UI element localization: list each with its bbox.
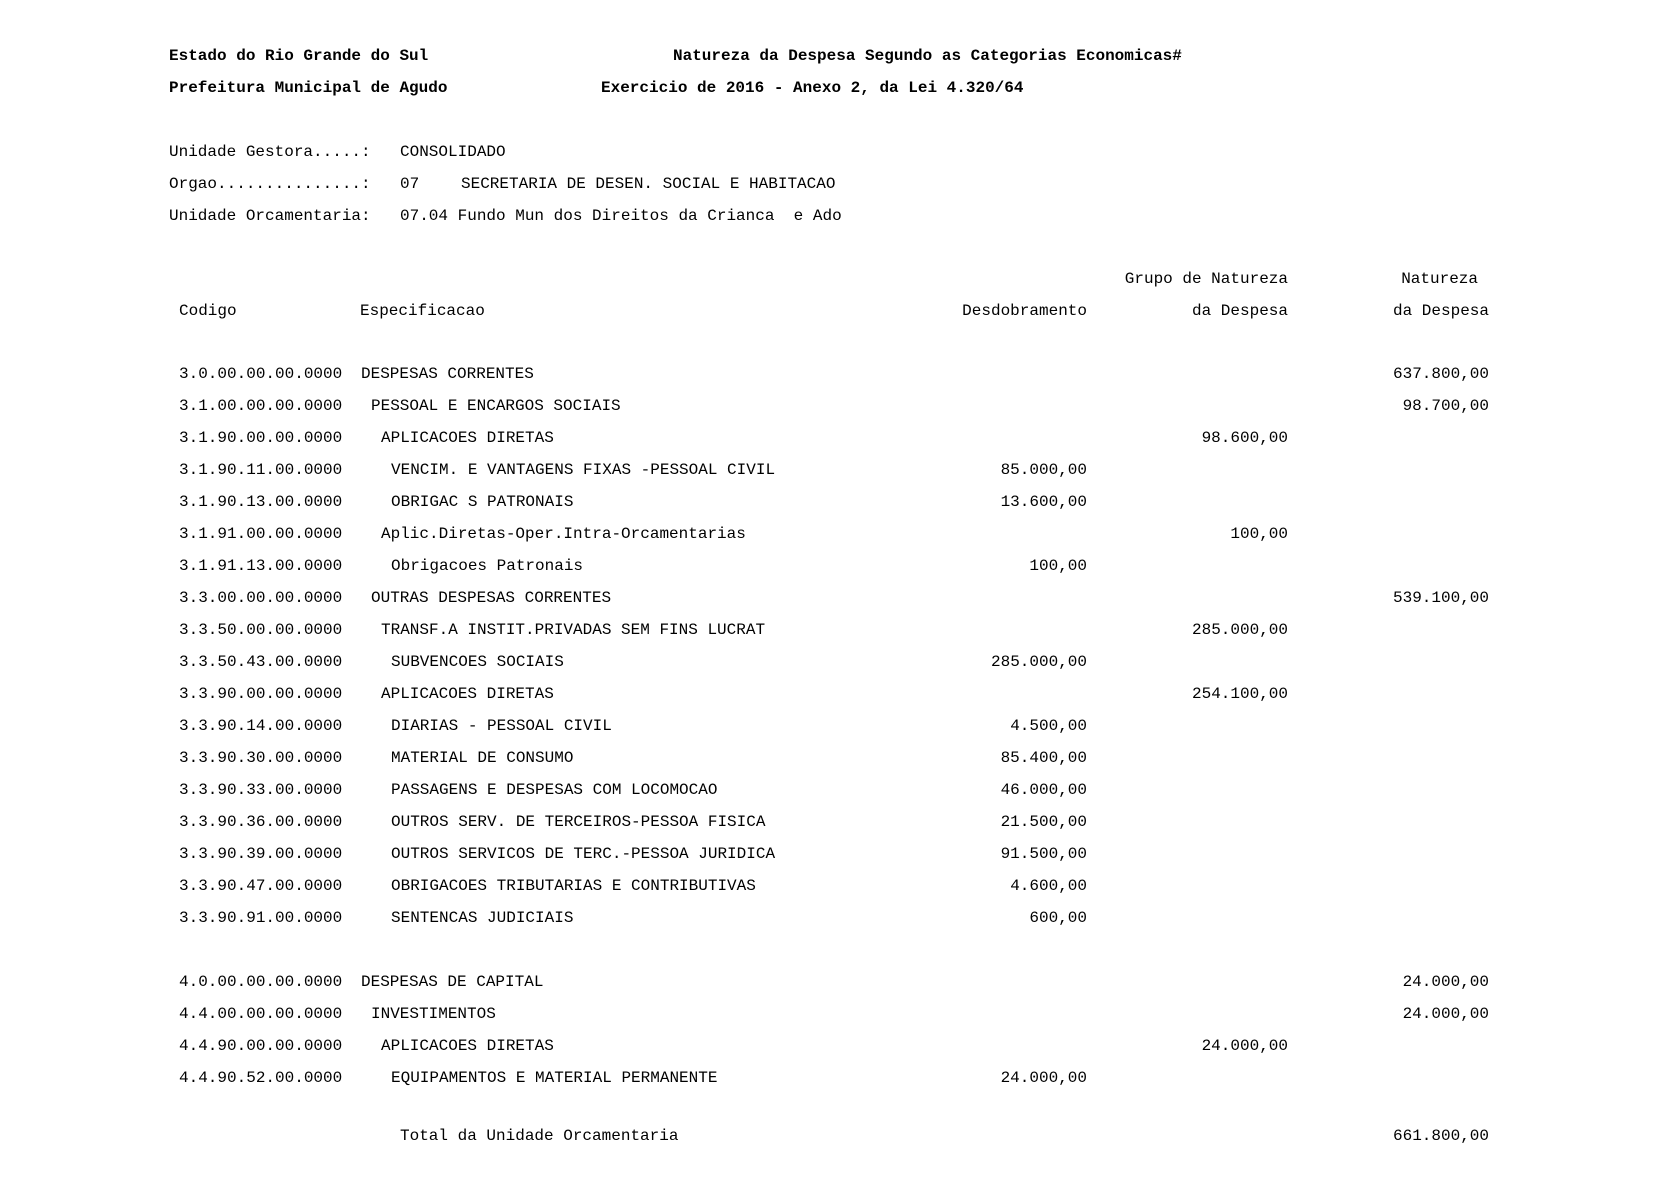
table-row — [0, 908, 1653, 930]
col-natureza-header-1: Natureza — [1401, 270, 1478, 288]
row-specification: OUTROS SERVICOS DE TERC.-PESSOA JURIDICA — [391, 845, 776, 863]
row-specification: TRANSF.A INSTIT.PRIVADAS SEM FINS LUCRAT — [381, 621, 766, 639]
row-code: 3.3.50.00.00.0000 — [179, 621, 343, 639]
row-desdobramento: 100,00 — [1029, 557, 1087, 575]
table-row — [0, 460, 1653, 482]
row-grupo-natureza: 285.000,00 — [1191, 621, 1288, 639]
row-specification: DIARIAS - PESSOAL CIVIL — [391, 717, 612, 735]
row-code: 3.3.90.30.00.0000 — [179, 749, 343, 767]
total-value: 661.800,00 — [1392, 1127, 1489, 1145]
row-specification: APLICACOES DIRETAS — [381, 1037, 554, 1055]
table-row — [0, 844, 1653, 866]
row-code: 3.3.90.00.00.0000 — [179, 685, 343, 703]
table-row — [0, 1068, 1653, 1090]
row-desdobramento: 46.000,00 — [1000, 781, 1087, 799]
row-specification: EQUIPAMENTOS E MATERIAL PERMANENTE — [391, 1069, 718, 1087]
gestora-label: Unidade Gestora.....: — [169, 143, 371, 161]
col-codigo-header: Codigo — [179, 302, 237, 320]
col-especificacao-header: Especificacao — [360, 302, 485, 320]
row-code: 3.3.90.39.00.0000 — [179, 845, 343, 863]
table-row — [0, 716, 1653, 738]
row-code: 4.4.90.52.00.0000 — [179, 1069, 343, 1087]
table-row — [0, 428, 1653, 450]
row-code: 3.3.50.43.00.0000 — [179, 653, 343, 671]
row-desdobramento: 91.500,00 — [1000, 845, 1087, 863]
table-row — [0, 364, 1653, 386]
table-row — [0, 396, 1653, 418]
row-specification: APLICACOES DIRETAS — [381, 685, 554, 703]
row-grupo-natureza: 100,00 — [1230, 525, 1288, 543]
row-desdobramento: 21.500,00 — [1000, 813, 1087, 831]
row-grupo-natureza: 98.600,00 — [1201, 429, 1288, 447]
row-code: 3.3.90.36.00.0000 — [179, 813, 343, 831]
row-code: 3.1.91.00.00.0000 — [179, 525, 343, 543]
orgao-name: SECRETARIA DE DESEN. SOCIAL E HABITACAO — [461, 175, 836, 193]
table-row — [0, 812, 1653, 834]
table-row — [0, 748, 1653, 770]
row-specification: DESPESAS CORRENTES — [361, 365, 534, 383]
row-natureza: 539.100,00 — [1392, 589, 1489, 607]
row-desdobramento: 4.500,00 — [1010, 717, 1087, 735]
row-specification: MATERIAL DE CONSUMO — [391, 749, 574, 767]
row-desdobramento: 24.000,00 — [1000, 1069, 1087, 1087]
row-code: 4.0.00.00.00.0000 — [179, 973, 343, 991]
row-specification: Aplic.Diretas-Oper.Intra-Orcamentarias — [381, 525, 746, 543]
row-code: 3.3.90.33.00.0000 — [179, 781, 343, 799]
row-code: 3.3.90.47.00.0000 — [179, 877, 343, 895]
row-code: 4.4.00.00.00.0000 — [179, 1005, 343, 1023]
row-desdobramento: 85.000,00 — [1000, 461, 1087, 479]
gestora-value: CONSOLIDADO — [400, 143, 506, 161]
table-row — [0, 1036, 1653, 1058]
total-label: Total da Unidade Orcamentaria — [400, 1127, 679, 1145]
table-row — [0, 492, 1653, 514]
table-row — [0, 876, 1653, 898]
table-row — [0, 972, 1653, 994]
row-grupo-natureza: 24.000,00 — [1201, 1037, 1288, 1055]
col-grupo-header-1: Grupo de Natureza — [1124, 270, 1288, 288]
unidade-label: Unidade Orcamentaria: — [169, 207, 371, 225]
row-specification: OUTRAS DESPESAS CORRENTES — [371, 589, 612, 607]
row-natureza: 637.800,00 — [1392, 365, 1489, 383]
unidade-value: 07.04 Fundo Mun dos Direitos da Crianca e Ado — [400, 207, 842, 225]
state-name: Estado do Rio Grande do Sul — [169, 47, 429, 65]
row-desdobramento: 285.000,00 — [990, 653, 1087, 671]
col-natureza-header-2: da Despesa — [1392, 302, 1489, 320]
table-row — [0, 780, 1653, 802]
row-code: 3.3.00.00.00.0000 — [179, 589, 343, 607]
table-row — [0, 1004, 1653, 1026]
row-desdobramento: 13.600,00 — [1000, 493, 1087, 511]
table-row — [0, 652, 1653, 674]
row-code: 3.1.00.00.00.0000 — [179, 397, 343, 415]
table-row — [0, 524, 1653, 546]
table-row — [0, 556, 1653, 578]
municipality-name: Prefeitura Municipal de Agudo — [169, 79, 448, 97]
row-desdobramento: 4.600,00 — [1010, 877, 1087, 895]
row-specification: OBRIGAC S PATRONAIS — [391, 493, 574, 511]
row-specification: INVESTIMENTOS — [371, 1005, 496, 1023]
col-desdobramento-header: Desdobramento — [962, 302, 1087, 320]
table-row — [0, 684, 1653, 706]
table-row — [0, 620, 1653, 642]
row-specification: SUBVENCOES SOCIAIS — [391, 653, 564, 671]
row-natureza: 24.000,00 — [1402, 973, 1489, 991]
row-code: 3.3.90.14.00.0000 — [179, 717, 343, 735]
row-specification: VENCIM. E VANTAGENS FIXAS -PESSOAL CIVIL — [391, 461, 776, 479]
row-code: 3.1.90.13.00.0000 — [179, 493, 343, 511]
row-grupo-natureza: 254.100,00 — [1191, 685, 1288, 703]
row-code: 3.1.91.13.00.0000 — [179, 557, 343, 575]
row-desdobramento: 85.400,00 — [1000, 749, 1087, 767]
orgao-label: Orgao...............: — [169, 175, 371, 193]
report-subtitle: Exercicio de 2016 - Anexo 2, da Lei 4.320/64 — [601, 79, 1024, 97]
table-row — [0, 588, 1653, 610]
row-natureza: 98.700,00 — [1402, 397, 1489, 415]
row-code: 3.0.00.00.00.0000 — [179, 365, 343, 383]
row-code: 3.1.90.11.00.0000 — [179, 461, 343, 479]
row-specification: OUTROS SERV. DE TERCEIROS-PESSOA FISICA — [391, 813, 766, 831]
row-specification: PASSAGENS E DESPESAS COM LOCOMOCAO — [391, 781, 718, 799]
row-specification: PESSOAL E ENCARGOS SOCIAIS — [371, 397, 621, 415]
row-code: 3.1.90.00.00.0000 — [179, 429, 343, 447]
row-code: 4.4.90.00.00.0000 — [179, 1037, 343, 1055]
row-specification: APLICACOES DIRETAS — [381, 429, 554, 447]
row-desdobramento: 600,00 — [1029, 909, 1087, 927]
orgao-code: 07 — [400, 175, 420, 193]
row-specification: OBRIGACOES TRIBUTARIAS E CONTRIBUTIVAS — [391, 877, 756, 895]
row-natureza: 24.000,00 — [1402, 1005, 1489, 1023]
col-grupo-header-2: da Despesa — [1191, 302, 1288, 320]
row-specification: SENTENCAS JUDICIAIS — [391, 909, 574, 927]
row-specification: DESPESAS DE CAPITAL — [361, 973, 544, 991]
report-title: Natureza da Despesa Segundo as Categorias Economicas# — [673, 47, 1182, 65]
row-specification: Obrigacoes Patronais — [391, 557, 584, 575]
row-code: 3.3.90.91.00.0000 — [179, 909, 343, 927]
